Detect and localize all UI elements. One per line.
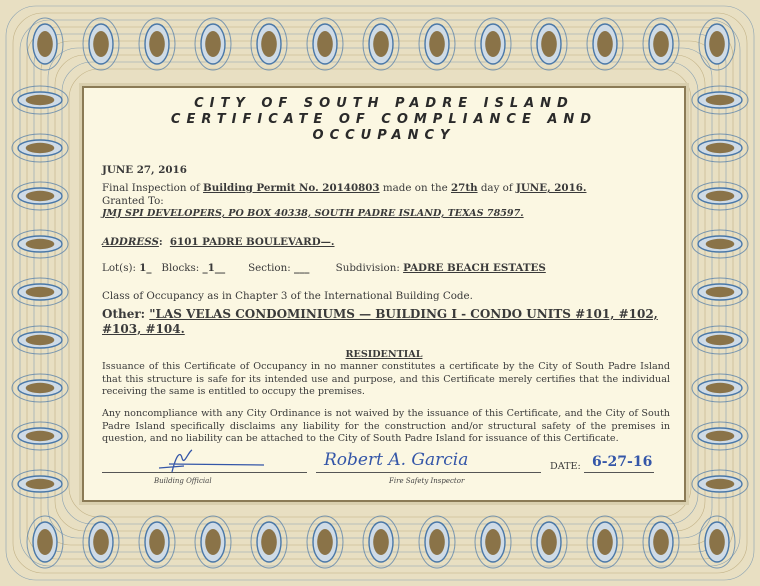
border-ornament xyxy=(261,529,277,555)
border-ornament xyxy=(653,529,669,555)
border-ornament xyxy=(653,31,669,57)
border-ornament xyxy=(706,431,735,441)
grantee: JMJ SPI DEVELOPERS, PO BOX 40338, SOUTH PADRE ISLAND, TEXAS 78597. xyxy=(102,208,524,219)
border-ornament xyxy=(93,529,109,555)
border-ornament xyxy=(26,143,55,153)
building-official-signature xyxy=(154,446,274,476)
border-ornament xyxy=(149,31,165,57)
disclaimer-paragraph-2: Any noncompliance with any City Ordinance is not waived by the issuance of this Certificate, and the City of South Padre Island specifically disclaims any liability for the construction and/or structural safety of the premises in question, and no liability can be attached to the City of South Padre Island for issuance of this Certificate. xyxy=(102,408,670,444)
lot-line: Lot(s): 1_ Blocks: _1__ Section: ___ Subdivision: PADRE BEACH ESTATES xyxy=(102,262,546,274)
border-ornament xyxy=(26,383,55,393)
title-line-3: OCCUPANCY xyxy=(312,128,456,143)
title-line-2: CERTIFICATE OF COMPLIANCE AND xyxy=(170,112,598,127)
border-ornament xyxy=(541,31,557,57)
address-line: ADDRESS: 6101 PADRE BOULEVARD—. xyxy=(102,236,335,248)
border-ornament xyxy=(597,529,613,555)
border-ornament xyxy=(26,287,55,297)
border-ornament xyxy=(597,31,613,57)
building-official-label: Building Official xyxy=(154,477,212,485)
border-ornament xyxy=(149,529,165,555)
address-value: 6101 PADRE BOULEVARD—. xyxy=(169,236,335,248)
granted-label: Granted To: xyxy=(102,195,164,207)
border-ornament xyxy=(706,143,735,153)
inspection-line: Final Inspection of Building Permit No. 20140803 made on the 27th day of JUNE, 2016. xyxy=(102,182,587,194)
border-ornament xyxy=(26,239,55,249)
border-ornament xyxy=(429,529,445,555)
fire-inspector-signature-line xyxy=(316,471,541,473)
border-ornament xyxy=(429,31,445,57)
border-ornament xyxy=(26,479,55,489)
border-ornament xyxy=(541,529,557,555)
border-ornament xyxy=(709,529,725,555)
date-label: DATE: xyxy=(550,461,581,472)
border-ornament xyxy=(261,31,277,57)
residential-heading: RESIDENTIAL xyxy=(345,349,423,360)
border-ornament xyxy=(706,479,735,489)
border-ornament xyxy=(706,287,735,297)
border-ornament xyxy=(706,95,735,105)
border-ornament xyxy=(706,383,735,393)
border-ornament xyxy=(205,31,221,57)
border-ornament xyxy=(93,31,109,57)
border-ornament xyxy=(317,31,333,57)
border-ornament xyxy=(26,431,55,441)
border-ornament xyxy=(37,31,53,57)
border-ornament xyxy=(26,191,55,201)
border-ornament xyxy=(37,529,53,555)
date-value: 6-27-16 xyxy=(592,454,653,470)
certificate-date: JUNE 27, 2016 xyxy=(102,164,187,176)
fire-inspector-label: Fire Safety Inspector xyxy=(389,477,465,485)
disclaimer-paragraph-1: Issuance of this Certificate of Occupancy in no manner constitutes a certificate by the City of South Padre Island that this structure is safe for its intended use and purpose, and this Certificate merely certifies that the individual receiving the same is entitled to occupy the premises. xyxy=(102,361,670,397)
border-ornament xyxy=(317,529,333,555)
permit-number: Building Permit No. 20140803 xyxy=(203,182,380,194)
border-ornament xyxy=(706,191,735,201)
other-line-1: Other: "LAS VELAS CONDOMINIUMS — BUILDING I - CONDO UNITS #101, #102, xyxy=(102,307,658,321)
border-ornament xyxy=(205,529,221,555)
border-ornament xyxy=(485,529,501,555)
subdivision-value: PADRE BEACH ESTATES xyxy=(403,262,546,274)
border-ornament xyxy=(709,31,725,57)
date-line xyxy=(584,471,654,473)
border-ornament xyxy=(706,239,735,249)
title-line-1: CITY OF SOUTH PADRE ISLAND xyxy=(194,96,574,111)
border-ornament xyxy=(706,335,735,345)
border-ornament xyxy=(373,31,389,57)
class-of-occupancy: Class of Occupancy as in Chapter 3 of the International Building Code. xyxy=(102,290,473,302)
certificate-body xyxy=(82,86,686,502)
border-ornament xyxy=(26,335,55,345)
border-ornament xyxy=(485,31,501,57)
border-ornament xyxy=(373,529,389,555)
border-ornament xyxy=(26,95,55,105)
fire-inspector-signature: Robert A. Garcia xyxy=(324,450,469,470)
other-line-2: #103, #104. xyxy=(102,322,185,336)
